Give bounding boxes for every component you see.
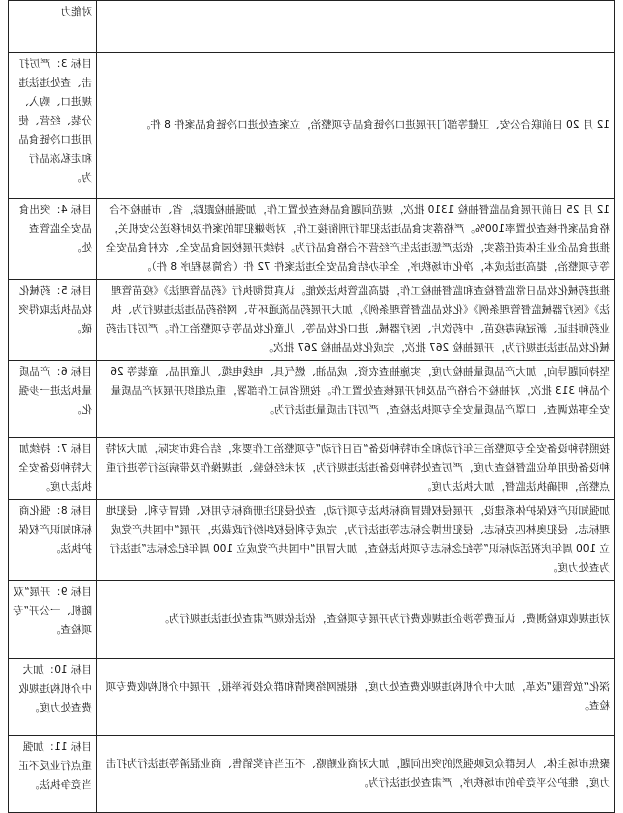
table-row: [9, 581, 615, 659]
table-row: [9, 199, 615, 280]
row-description: 12 月 25 日前开展食品监督抽检 1310 批次，规范问题食品核查处置工作，加强抽检跟踪，省、市抽检不合格食品案件核查处置率100%。严格落实食品违法犯罪行刑衔接工作，对涉嫌犯罪的案件及时移送公安机关，推进食品企业主体责任落实，依法严惩违法生产经营不合格食品行为。持续开展校园食品安全、农村食品安全等专项整治，提高违法成本，净化市场秩序，全年办结食品安全违法案件 72 件（含简易程序 8 件）。: [97, 199, 615, 280]
row-description: 深化“放管服”改革，加大中介机构违规收费查处力度，根据网络舆情和群众投诉举报，开展中介机构收费专项检查。: [97, 659, 615, 736]
row-goal: 对能力: [9, 1, 97, 53]
row-description: 推进药械化妆品日常监督检查和监督抽检工作，提高监管执法效能。认真贯彻执行《药品管理法》《疫苗管理法》《医疗器械监督管理条例》《化妆品监督管理条例》，加大开展药品流通环节、网络药品违法违规行为、执业药师挂证、新冠病毒疫苗、中药饮片、医疗器械、进口化妆品等、儿童化妆品等专项整治工作。严厉打击药械化妆品违法违规行为，开展抽检 267 批次，完成化妆品抽检 267 批次。: [97, 280, 615, 361]
row-description: 对违规收取检测费、认证费等涉企违规收费行为开展专项检查，依法依规严肃查处违法违规行为。: [97, 581, 615, 659]
row-description: [97, 1, 615, 53]
row-goal: 目标 4：突出食品安全监管查处。: [9, 199, 97, 280]
row-goal: 目标 11：加强重点行业反不正当竞争执法。: [9, 736, 97, 813]
table-row: [9, 53, 615, 199]
row-description: 12 月 20 日前联合公安、卫健等部门开展进口冷链食品专项整治，立案查处进口冷链食品案件 8 件。: [97, 53, 615, 199]
row-goal: 目标 8：强化商标和知识产权保护执法。: [9, 500, 97, 581]
row-description: 聚焦市场主体、人民群众反映强烈的突出问题，加大对商业贿赂、不正当有奖销售、商业混淆等违法行为打击力度，维护公平竞争的市场秩序，严肃查处违法行为。: [97, 736, 615, 813]
table-row: [9, 280, 615, 361]
row-goal: 目标 3：严厉打击、查处违法违规进口、购入、分装、经营、使用进口冷链食品和走私冻品行为。: [9, 53, 97, 199]
row-goal: 目标 5：药械化妆品执法取得突破。: [9, 280, 97, 361]
work-plan-table: [8, 0, 615, 813]
table-row: [9, 659, 615, 736]
table-row: [9, 500, 615, 581]
table-row: [9, 736, 615, 813]
row-description: 按照特种设备安全专项整治三年行动和全市特种设备“百日行动”专项整治工作要求，结合我市实际，加大对特种设备使用单位监督检查力度，严厉查处特种设备违法违规行为，对未经检验、违规操作及带病运行等进行重点整治，明确执法监督，加大执法力度。: [97, 438, 615, 500]
row-goal: 目标 7：持续加大特种设备安全执法力度。: [9, 438, 97, 500]
table-row: [9, 361, 615, 438]
table-row: [9, 438, 615, 500]
row-description: 坚持问题导向，加大产品质量抽检力度，实施抽查农资、成品油、燃气具、电线电缆、儿童用品、童装等 26 个品种 313 批次，对抽检不合格产品及时开展核查处置工作。按照省局工作部署，重点组织开展对产品质量安全事故调查、口罩产品质量安全专项执法检查，严厉打击质量违法行为。: [97, 361, 615, 438]
row-goal: 目标 6：产品质量执法进一步强化。: [9, 361, 97, 438]
table-row: [9, 1, 615, 53]
row-goal: 目标 10：加大中介机构违规收费查处力度。: [9, 659, 97, 736]
row-description: 加强知识产权保护体系建设，开展侵权假冒商标执法专项行动，查处侵犯注册商标专用权、假冒专利、侵犯地理标志、侵犯奥林匹克标志、侵犯世博会标志等违法行为，完成专利侵权纠纷行政裁决，开展“中国共产党成立 100 周年庆祝活动标识”等纪念标志专项执法检查，加大冒用“中国共产党成立 100 周年纪念标志”违法行为查处力度。: [97, 500, 615, 581]
row-goal: 目标 9：开展“双随机、一公开”专项检查。: [9, 581, 97, 659]
